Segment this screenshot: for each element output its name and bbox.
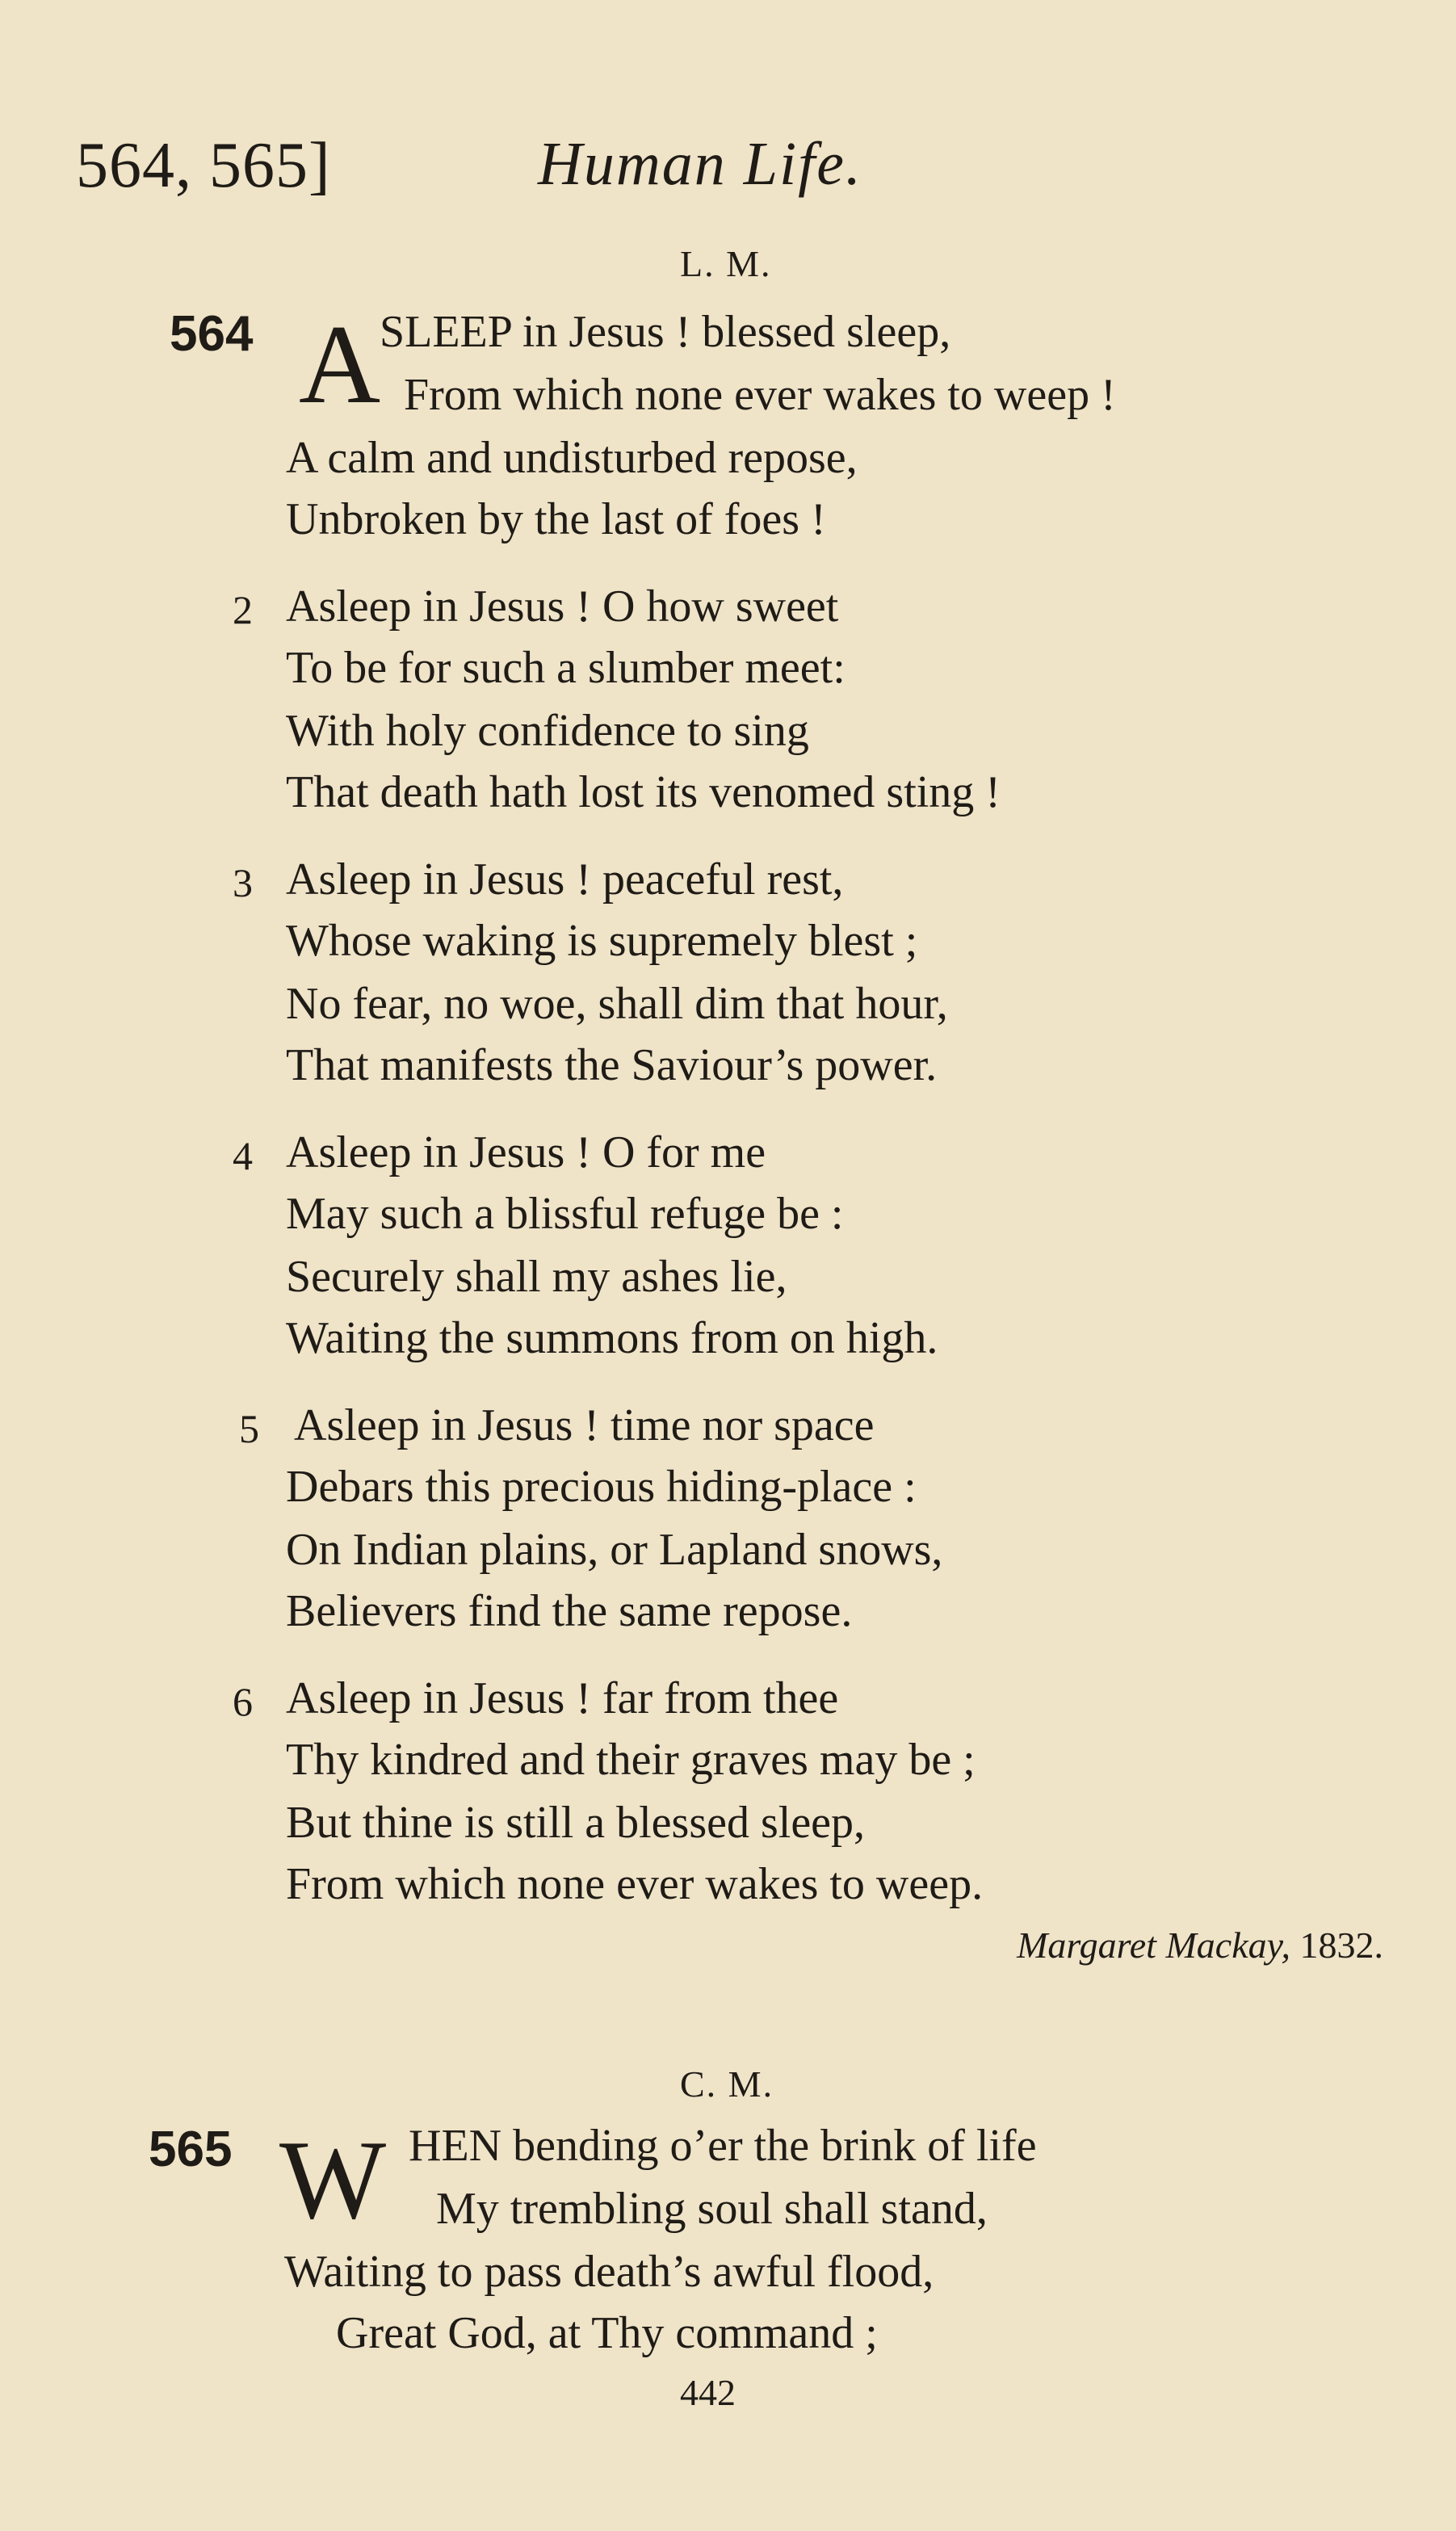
meter-label-565: C. M. (680, 2063, 774, 2105)
hymn-number-564: 564 (170, 306, 254, 362)
author-year: 1832. (1299, 1924, 1383, 1966)
verse-line: Asleep in Jesus ! peaceful rest, (286, 854, 844, 905)
verse-line: A calm and undisturbed repose, (286, 433, 858, 483)
verse-line: On Indian plains, or Lapland snows, (286, 1525, 943, 1575)
stanza-number: 5 (239, 1406, 259, 1451)
author-name: Margaret Mackay, (1017, 1924, 1290, 1966)
verse-line: To be for such a slumber meet: (286, 643, 845, 693)
verse-line: Thy kindred and their graves may be ; (286, 1735, 976, 1785)
drop-cap-564: A (299, 302, 381, 427)
verse-line: Great God, at Thy command ; (336, 2308, 878, 2358)
verse-line: Asleep in Jesus ! O how sweet (286, 581, 839, 632)
attribution (1017, 1924, 1383, 1966)
hymn-number-565: 565 (149, 2122, 233, 2177)
verse-line: Unbroken by the last of foes ! (286, 494, 826, 544)
page-number: 442 (680, 2372, 736, 2413)
stanza-number: 3 (233, 860, 253, 905)
verse-line: From which none ever wakes to weep. (286, 1859, 984, 1909)
stanza-number: 2 (233, 587, 253, 632)
stanza-number: 6 (233, 1679, 253, 1724)
verse-line: Securely shall my ashes lie, (286, 1252, 787, 1302)
verse-line: Waiting to pass death’s awful flood, (284, 2247, 934, 2297)
verse-line: From which none ever wakes to weep ! (404, 370, 1116, 420)
verse-line: Asleep in Jesus ! O for me (286, 1127, 766, 1177)
verse-line: Asleep in Jesus ! far from thee (286, 1673, 839, 1723)
verse-line: No fear, no woe, shall dim that hour, (286, 979, 948, 1029)
verse-line: Whose waking is supremely blest ; (286, 916, 918, 966)
verse-line: Waiting the summons from on high. (286, 1313, 938, 1363)
verse-line: That death hath lost its venomed sting ! (286, 767, 1001, 817)
hymn-564-first-line: SLEEP in Jesus ! blessed sleep, (380, 307, 951, 357)
drop-cap-565: W (279, 2118, 387, 2243)
hymn-565-first-line: HEN bending o’er the brink of life (409, 2121, 1037, 2171)
verse-line: But thine is still a blessed sleep, (286, 1798, 866, 1848)
verse-line: That manifests the Saviour’s power. (286, 1040, 938, 1090)
section-title: Human Life. (538, 130, 862, 198)
verse-line: Believers find the same repose. (286, 1586, 853, 1636)
verse-line: My trembling soul shall stand, (436, 2184, 988, 2234)
verse-line: May such a blissful refuge be : (286, 1189, 844, 1239)
verse-line: Asleep in Jesus ! time nor space (294, 1400, 875, 1450)
hymn-range-header: 564, 565] (76, 130, 331, 201)
meter-label-564: L. M. (680, 243, 772, 284)
verse-line: Debars this precious hiding-place : (286, 1462, 917, 1512)
verse-line: With holy confidence to sing (286, 706, 809, 756)
stanza-number: 4 (233, 1133, 253, 1178)
